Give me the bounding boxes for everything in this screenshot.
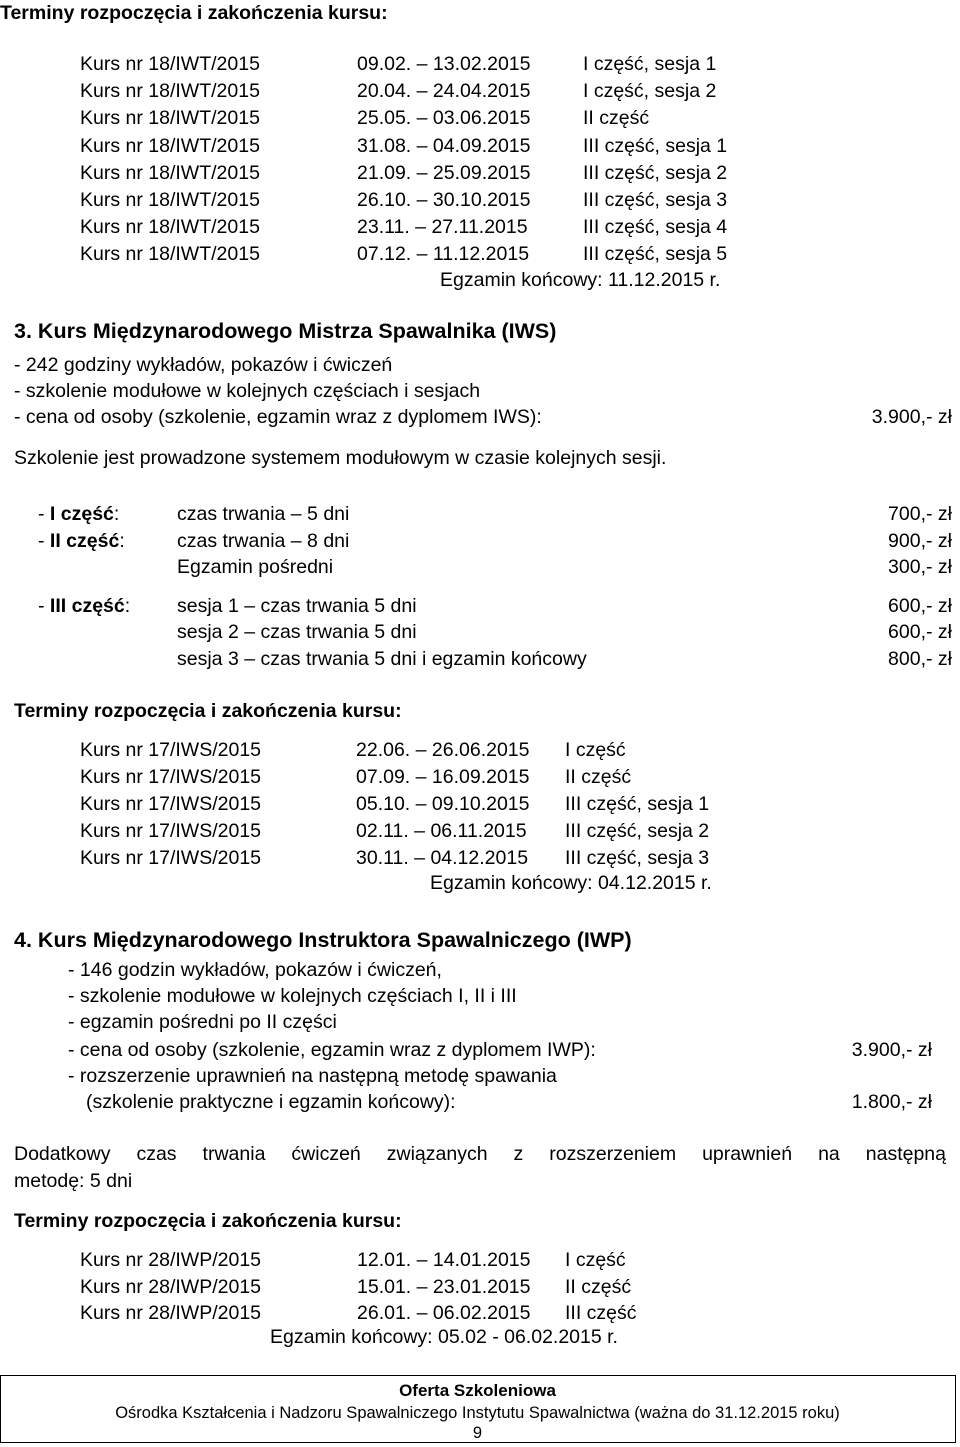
schedule-row-course: Kurs nr 18/IWT/2015 bbox=[80, 53, 260, 75]
iwp-bullet-hours: - 146 godzin wykładów, pokazów i ćwiczeń, bbox=[68, 959, 442, 981]
iws-part3-session3-price: 800,- zł bbox=[888, 648, 952, 670]
schedule-row-course: Kurs nr 17/IWS/2015 bbox=[80, 766, 262, 788]
schedule-row-dates: 22.06. – 26.06.2015 bbox=[356, 739, 530, 761]
iwp-bullet-mid-exam: - egzamin pośredni po II części bbox=[68, 1011, 337, 1033]
schedule-row-dates: 20.04. – 24.04.2015 bbox=[357, 80, 531, 103]
schedule-row-part: I część, sesja 1 bbox=[583, 53, 717, 75]
schedule-row-course: Kurs nr 18/IWT/2015 bbox=[80, 189, 260, 211]
footer-box bbox=[0, 1375, 956, 1443]
iws-section-number: 3. bbox=[14, 319, 32, 343]
schedule-row-part: III część, sesja 3 bbox=[583, 189, 728, 211]
schedule-row-part: III część, sesja 3 bbox=[565, 847, 710, 869]
iwp-bullet-extension: - rozszerzenie uprawnień na następną metodę spawania bbox=[68, 1065, 557, 1087]
schedule-row-dates: 05.10. – 09.10.2015 bbox=[356, 793, 530, 815]
schedule-row-course: Kurs nr 18/IWT/2015 bbox=[80, 80, 260, 103]
schedule-row-course: Kurs nr 18/IWT/2015 bbox=[80, 107, 260, 130]
iws-final-exam: Egzamin końcowy: 04.12.2015 r. bbox=[430, 872, 712, 894]
schedule-row-part: III część, sesja 5 bbox=[583, 243, 728, 266]
iws-part2-desc: czas trwania – 8 dni bbox=[177, 530, 350, 552]
page-number: 9 bbox=[472, 1424, 483, 1442]
iws-part3-session2-price: 600,- zł bbox=[888, 621, 952, 643]
iws-bullet-modular: - szkolenie modułowe w kolejnych częściach i sesjach bbox=[14, 380, 481, 402]
iwp-extra-duration-line1: Dodatkowy czas trwania ćwiczeń związanych z rozszerzeniem uprawnień na następną bbox=[14, 1143, 946, 1165]
footer-subtitle: Ośrodka Kształcenia i Nadzoru Spawalniczego Instytutu Spawalnictwa (ważna do 31.12.2015 roku) bbox=[115, 1404, 840, 1422]
iwp-section-heading bbox=[14, 930, 632, 952]
schedule-row-dates: 25.05. – 03.06.2015 bbox=[357, 107, 531, 130]
iws-part1-label: - I część: bbox=[38, 503, 120, 525]
iwt-final-exam: Egzamin końcowy: 11.12.2015 r. bbox=[440, 269, 721, 291]
iwp-terms-heading: Terminy rozpoczęcia i zakończenia kursu: bbox=[14, 1210, 402, 1232]
schedule-row-course: Kurs nr 18/IWT/2015 bbox=[80, 243, 260, 266]
schedule-row-part: I część, sesja 2 bbox=[583, 80, 717, 103]
schedule-row-dates: 21.09. – 25.09.2015 bbox=[357, 161, 531, 184]
schedule-row-part: II część bbox=[565, 1275, 632, 1298]
iwp-bullet-extension-detail: (szkolenie praktyczne i egzamin końcowy): bbox=[86, 1091, 456, 1113]
iws-part1-price: 700,- zł bbox=[888, 503, 952, 525]
schedule-row-course: Kurs nr 17/IWS/2015 bbox=[80, 739, 262, 761]
schedule-row-part: III część bbox=[565, 1302, 637, 1324]
schedule-row-dates: 15.01. – 23.01.2015 bbox=[357, 1275, 531, 1298]
iws-bullet-hours: - 242 godziny wykładów, pokazów i ćwiczeń bbox=[14, 354, 393, 376]
schedule-row-part: II część bbox=[565, 766, 632, 788]
schedule-row-course: Kurs nr 17/IWS/2015 bbox=[80, 793, 262, 815]
iwp-extra-duration-line2: metodę: 5 dni bbox=[14, 1170, 133, 1192]
schedule-row-dates: 31.08. – 04.09.2015 bbox=[357, 134, 531, 157]
schedule-row-course: Kurs nr 18/IWT/2015 bbox=[80, 134, 260, 157]
schedule-row-course: Kurs nr 17/IWS/2015 bbox=[80, 820, 262, 842]
iws-mid-exam-price: 300,- zł bbox=[888, 556, 952, 578]
iws-modular-note: Szkolenie jest prowadzone systemem modułowym w czasie kolejnych sesji. bbox=[14, 447, 667, 469]
schedule-row-part: I część bbox=[565, 739, 626, 761]
schedule-row-course: Kurs nr 28/IWP/2015 bbox=[80, 1302, 262, 1324]
schedule-row-course: Kurs nr 28/IWP/2015 bbox=[80, 1275, 262, 1298]
iws-part3-session1-price: 600,- zł bbox=[888, 595, 952, 617]
iws-section-heading bbox=[14, 321, 556, 343]
iws-mid-exam-desc: Egzamin pośredni bbox=[177, 556, 334, 578]
schedule-row-dates: 07.09. – 16.09.2015 bbox=[356, 766, 530, 788]
schedule-row-dates: 26.10. – 30.10.2015 bbox=[357, 189, 531, 211]
iwp-section-title: Kurs Międzynarodowego Instruktora Spawalniczego (IWP) bbox=[37, 928, 632, 952]
iws-section-title: Kurs Międzynarodowego Mistrza Spawalnika (IWS) bbox=[37, 319, 557, 343]
iws-part2-price: 900,- zł bbox=[888, 530, 952, 552]
schedule-row-course: Kurs nr 17/IWS/2015 bbox=[80, 847, 262, 869]
footer-title: Oferta Szkoleniowa bbox=[399, 1381, 556, 1400]
schedule-row-course: Kurs nr 18/IWT/2015 bbox=[80, 161, 260, 184]
iwp-price-extension: 1.800,- zł bbox=[851, 1091, 932, 1113]
iwp-price-main: 3.900,- zł bbox=[851, 1039, 932, 1061]
iws-part3-session3-desc: sesja 3 – czas trwania 5 dni i egzamin końcowy bbox=[177, 648, 587, 670]
schedule-row-dates: 26.01. – 06.02.2015 bbox=[357, 1302, 531, 1324]
iwp-bullet-modular: - szkolenie modułowe w kolejnych częściach I, II i III bbox=[68, 985, 517, 1007]
iws-part3-session2-desc: sesja 2 – czas trwania 5 dni bbox=[177, 621, 417, 643]
schedule-row-dates: 23.11. – 27.11.2015 bbox=[357, 216, 528, 239]
schedule-row-part: III część, sesja 4 bbox=[583, 216, 728, 239]
iws-terms-heading: Terminy rozpoczęcia i zakończenia kursu: bbox=[14, 700, 402, 722]
schedule-row-part: III część, sesja 1 bbox=[583, 134, 728, 157]
schedule-row-dates: 02.11. – 06.11.2015 bbox=[356, 820, 527, 842]
iwt-terms-heading: Terminy rozpoczęcia i zakończenia kursu: bbox=[0, 2, 388, 24]
schedule-row-part: III część, sesja 1 bbox=[565, 793, 710, 815]
iwp-bullet-price: - cena od osoby (szkolenie, egzamin wraz z dyplomem IWP): bbox=[68, 1039, 596, 1061]
iws-price: 3.900,- zł bbox=[871, 406, 952, 428]
schedule-row-course: Kurs nr 28/IWP/2015 bbox=[80, 1249, 262, 1271]
schedule-row-dates: 07.12. – 11.12.2015 bbox=[357, 243, 530, 266]
schedule-row-dates: 09.02. – 13.02.2015 bbox=[357, 53, 531, 75]
iws-part1-desc: czas trwania – 5 dni bbox=[177, 503, 350, 525]
schedule-row-part: I część bbox=[565, 1249, 626, 1271]
schedule-row-course: Kurs nr 18/IWT/2015 bbox=[80, 216, 260, 239]
iws-part2-label: - II część: bbox=[38, 530, 125, 552]
iws-bullet-price: - cena od osoby (szkolenie, egzamin wraz z dyplomem IWS): bbox=[14, 406, 542, 428]
iws-part3-label: - III część: bbox=[38, 595, 131, 617]
schedule-row-dates: 30.11. – 04.12.2015 bbox=[356, 847, 529, 869]
schedule-row-part: II część bbox=[583, 107, 650, 130]
iwp-section-number: 4. bbox=[14, 928, 32, 952]
iwp-final-exam: Egzamin końcowy: 05.02 - 06.02.2015 r. bbox=[270, 1326, 618, 1348]
schedule-row-part: III część, sesja 2 bbox=[565, 820, 710, 842]
iws-part3-session1-desc: sesja 1 – czas trwania 5 dni bbox=[177, 595, 417, 617]
schedule-row-dates: 12.01. – 14.01.2015 bbox=[357, 1249, 531, 1271]
schedule-row-part: III część, sesja 2 bbox=[583, 161, 728, 184]
